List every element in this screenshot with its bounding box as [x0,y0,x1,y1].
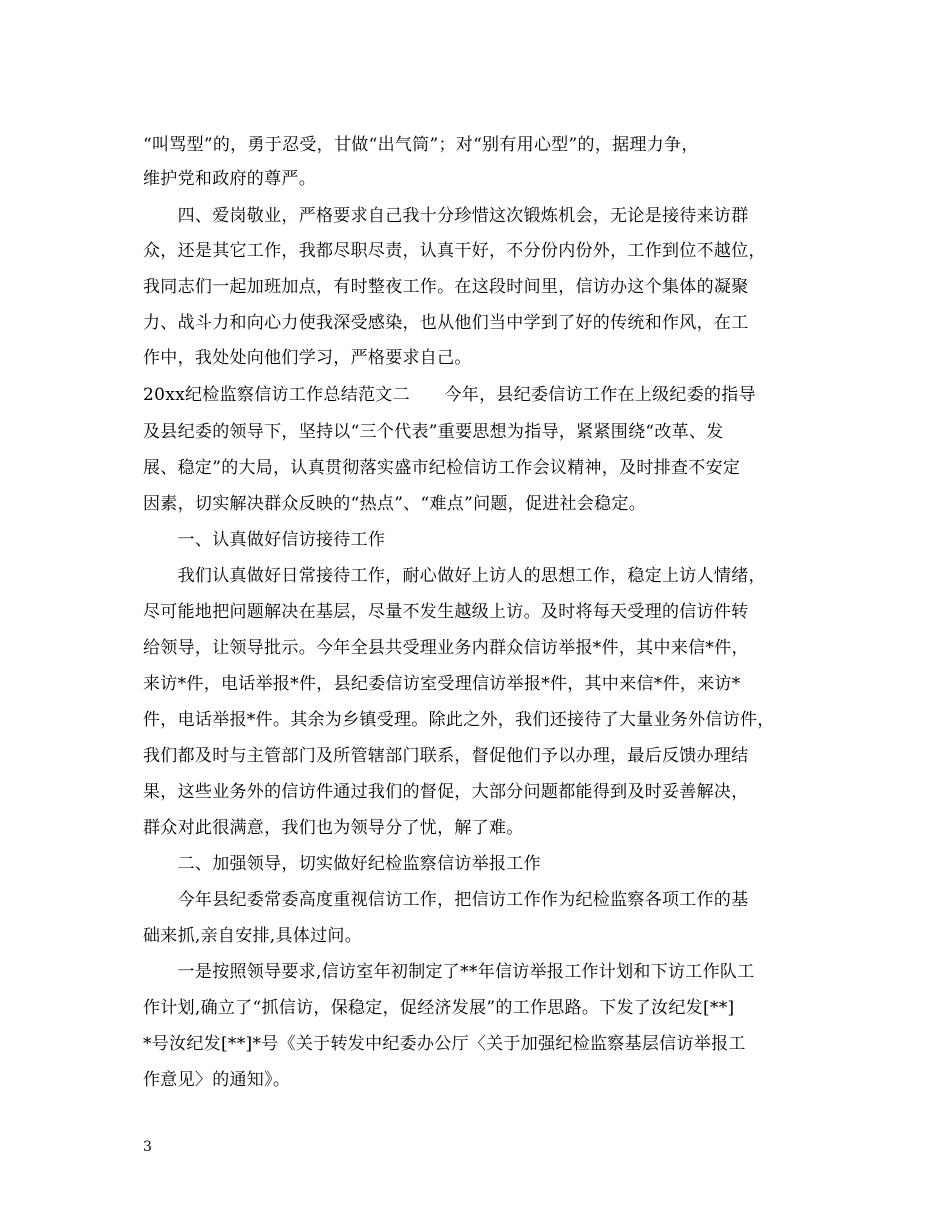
text-line: 展、稳定”的大局，认真贯彻落实盛市纪检信访工作会议精神，及时排查不安定 [143,458,741,478]
text-line: 尽可能地把问题解决在基层，尽量不发生越级上访。及时将每天受理的信访件转 [143,602,749,622]
subheading-line: 一、认真做好信访接待工作 [143,530,386,550]
text-line: 众，还是其它工作，我都尽职尽责，认真干好，不分份内份外，工作到位不越位， [143,241,766,261]
text-line: *号汝纪发[**]*号《关于转发中纪委办公厅〈关于加强纪检监察基层信访举报工 [143,1034,746,1054]
text-line: 作意见〉的通知》。 [143,1070,291,1090]
text-line: 及县纪委的领导下，坚持以“三个代表”重要思想为指导，紧紧围绕“改革、发 [143,422,724,442]
text-line: 给领导，让领导批示。今年全县共受理业务内群众信访举报*件，其中来信*件， [143,638,749,658]
text-line: 作中，我处处向他们学习，严格要求自己。 [143,348,472,368]
text-line: “叫骂型”的，勇于忍受，甘做“出气筒”；对“别有用心型”的，据理力争， [143,135,699,155]
text-line: 果，这些业务外的信访件通过我们的督促，大部分问题都能得到及时妥善解决， [143,782,749,802]
text-line: 我们都及时与主管部门及所管辖部门联系，督促他们予以办理，最后反馈办理结 [143,746,749,766]
text-line: 我同志们一起加班加点，有时整夜工作。在这段时间里，信访办这个集体的凝聚 [143,277,749,297]
text-line: 我们认真做好日常接待工作，耐心做好上访人的思想工作，稳定上访人情绪， [143,566,766,586]
text-line: 力、战斗力和向心力使我深受感染，也从他们当中学到了好的传统和作风，在工 [143,313,749,333]
text-line: 群众对此很满意，我们也为领导分了忧，解了难。 [143,818,524,838]
text-line: 件，电话举报*件。其余为乡镇受理。除此之外，我们还接待了大量业务外信访件， [143,710,775,730]
text-line: 作计划,确立了“抓信访，保稳定，促经济发展”的工作思路。下发了汝纪发[**] [143,998,735,1018]
text-line: 今年县纪委常委高度重视信访工作，把信访工作作为纪检监察各项工作的基 [143,890,749,910]
page-number: 3 [143,1139,152,1155]
text-line: 四、爱岗敬业，严格要求自己我十分珍惜这次锻炼机会，无论是接待来访群 [143,206,749,226]
text-line: 维护党和政府的尊严。 [143,169,316,189]
subheading-line: 二、加强领导，切实做好纪检监察信访举报工作 [143,854,541,874]
text-line: 础来抓,亲自安排,具体过问。 [143,926,363,946]
text-line: 来访*件，电话举报*件，县纪委信访室受理信访举报*件，其中来信*件，来访* [143,674,741,694]
text-line: 因素，切实解决群众反映的“热点”、“难点”问题，促进社会稳定。 [143,494,647,514]
section-heading-line: 20xx纪检监察信访工作总结范文二 今年，县纪委信访工作在上级纪委的指导 [143,385,756,405]
text-line: 一是按照领导要求,信访室年初制定了**年信访举报工作计划和下访工作队工 [143,962,755,982]
